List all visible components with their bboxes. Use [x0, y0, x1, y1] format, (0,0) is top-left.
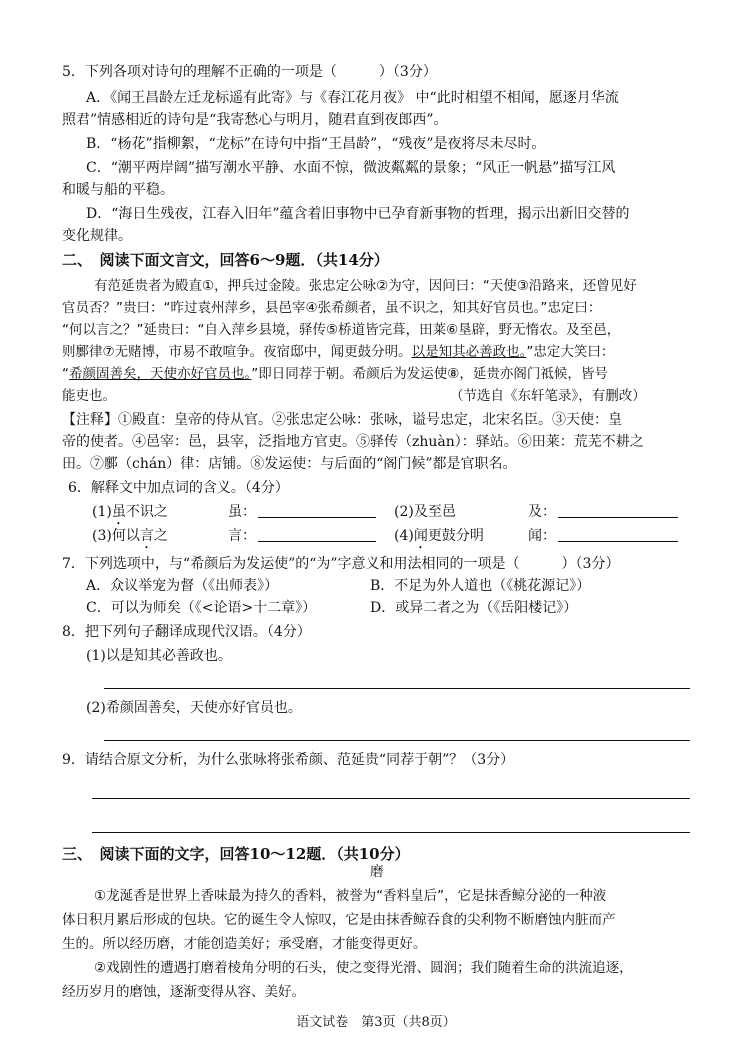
- passage-line-3: “何以言之？”延贵曰：“自入萍乡县境，驿传⑤桥道皆完葺，田莱⑥垦辟，野无惰农。及至邑，: [62, 322, 621, 338]
- q6-item-4-rest: 更鼓分明: [427, 528, 484, 544]
- passage-line-5: [62, 364, 608, 384]
- article-p1-line-2: 体日积月累后形成的包块。它的诞生令人惊叹，它是由抹香鲸吞食的尖利物不断磨蚀内脏而产: [62, 912, 616, 928]
- q6-item-3-rest: 之: [153, 528, 168, 544]
- passage-line-5-quote: “: [62, 366, 69, 382]
- q5-option-c-cont: 和暖与船的平稳。: [62, 182, 174, 198]
- note-line-1: 【注释】①殿直：皇帝的侍从官。②张忠定公咏：张咏，谥号忠定，北宋名臣。③天使：皇: [62, 412, 622, 428]
- q9-answer-line-1[interactable]: [92, 798, 690, 799]
- q6-answer-2[interactable]: [558, 517, 678, 518]
- underlined-sentence-2: 希颜固善矣，天使亦好官员也。: [69, 366, 252, 382]
- passage-line-1: 有范延贵者为殿直①，押兵过金陵。张忠定公咏②为守，因问曰：“天使③沿路来，还曾见好: [94, 278, 637, 294]
- note-line-3: 田。⑦鄽（chán）律：店铺。⑧发运使：与后面的“阁门候”都是官职名。: [62, 456, 517, 472]
- q8-sentence-2: (2)希颜固善矣，天使亦好官员也。: [86, 700, 302, 716]
- passage-line-4: [62, 342, 614, 362]
- section2-heading: 二、 阅读下面文言文，回答6～9题．（共14分）: [62, 251, 389, 269]
- q5-option-a: A．《闻王昌龄左迁龙标遥有此寄》与《春江花月夜》 中“此时相望不相闻，愿逐月华流: [86, 90, 619, 106]
- q6-item-1-dotted: 虽: [111, 504, 126, 520]
- q6-stem: 6．解释文中加点词的含义。（4分）: [68, 480, 289, 496]
- q5-stem: 5．下列各项对诗句的理解不正确的一项是（ ）（3分）: [62, 64, 437, 80]
- article-p1-line-1: ①龙涎香是世界上香味最为持久的香料，被誉为“香料皇后”，它是抹香鲸分泌的一种液: [94, 888, 607, 904]
- q6-label-3: 言：: [228, 528, 256, 544]
- q9-stem: 9．请结合原文分析，为什么张咏将张希颜、范延贵“同荐于朝”？（3分）: [62, 752, 515, 768]
- q5-option-a-cont: 照君”情感相近的诗句是“我寄愁心与明月，随君直到夜郎西”。: [62, 112, 448, 128]
- article-p1-line-3: 生的。所以经历磨，才能创造美好；承受磨，才能变得更好。: [62, 936, 427, 952]
- q5-option-b: B．“杨花”指柳絮，“龙标”在诗句中指“王昌龄”，“残夜”是夜将尽未尽时。: [86, 136, 546, 152]
- q6-item-2: (2)及至邑: [394, 504, 456, 520]
- passage-line-6: 能吏也。: [62, 388, 116, 404]
- q6-answer-4[interactable]: [558, 541, 678, 542]
- passage-line-2: 官员否？”贵曰：“昨过袁州萍乡，县邑宰④张希颜者，虽不识之，知其好官员也。”忠定曰：: [62, 300, 602, 316]
- passage-line-5-text: ”即日同荐于朝。希颜后为发运使⑧，延贵亦阁门祗候，皆号: [251, 366, 608, 382]
- note-line-2: 帝的使者。④邑宰：邑，县宰，泛指地方官吏。⑤驿传（zhuàn）：驿站。⑥田莱：荒芜不耕之: [62, 434, 644, 450]
- q5-option-c: C．“潮平两岸阔”描写潮水平静、水面不惊，微波粼粼的景象；“风正一帆悬”描写江风: [86, 160, 616, 176]
- q6-item-1-num: (1): [92, 504, 112, 520]
- q9-answer-line-2[interactable]: [92, 832, 690, 833]
- passage-line-4-end: ”忠定大笑曰：: [526, 344, 615, 360]
- section3-heading: 三、 阅读下面的文字，回答10～12题．（共10分）: [62, 845, 410, 863]
- q7-option-b: B．不足为外人道也（《桃花源记》）: [370, 578, 591, 594]
- q8-answer-line-1[interactable]: [104, 688, 690, 689]
- q7-option-a: A．众议举宠为督（《出师表》）: [86, 578, 279, 594]
- q6-label-1: 虽：: [228, 504, 256, 520]
- q7-option-d: D．或异二者之为（《岳阳楼记》）: [370, 600, 578, 616]
- passage-line-4-text: 则鄽律⑦无赌博，市易不敢喧争。夜宿邸中，闻更鼓分明。: [62, 344, 412, 360]
- q8-sentence-1: (1)以是知其必善政也。: [86, 648, 232, 664]
- q7-stem: 7．下列选项中，与“希颜后为发运使”的“为”字意义和用法相同的一项是（ ）（3分）: [62, 556, 620, 572]
- article-title: 磨: [370, 864, 384, 880]
- q8-answer-line-2[interactable]: [104, 740, 690, 741]
- article-p2-line-2: 经历岁月的磨蚀，逐渐变得从容、美好。: [62, 984, 305, 1000]
- article-p2-line-1: ②戏剧性的遭遇打磨着棱角分明的石头，使之变得光滑、圆润；我们随着生命的洪流追逐，: [94, 960, 633, 976]
- q5-option-d-cont: 变化规律。: [62, 228, 132, 244]
- page-footer: 语文试卷 第3页（共8页）: [296, 1015, 456, 1030]
- q6-item-4-num: (4): [394, 528, 414, 544]
- q6-item-1-rest: 不识之: [125, 504, 168, 520]
- q5-option-d: D．“海日生残夜，江春入旧年”蕴含着旧事物中已孕育新事物的哲理，揭示出新旧交替的: [86, 206, 630, 222]
- q7-option-c: C．可以为师矣（《<论语>十二章》）: [86, 600, 317, 616]
- q6-answer-1[interactable]: [258, 517, 376, 518]
- q6-item-3-dotted: 言: [139, 528, 154, 544]
- q6-item-1: [92, 502, 168, 528]
- q6-answer-3[interactable]: [258, 541, 376, 542]
- q6-item-3: [92, 526, 168, 552]
- passage-source: （节选自《东轩笔录》，有删改）: [450, 388, 646, 404]
- q6-label-2: 及：: [528, 504, 556, 520]
- underlined-sentence-1: 以是知其必善政也。: [411, 344, 527, 360]
- q6-label-4: 闻：: [528, 528, 556, 544]
- q6-item-3-num: (3)何以: [92, 528, 140, 544]
- q8-stem: 8．把下列句子翻译成现代汉语。（4分）: [62, 624, 311, 640]
- q6-item-4: [394, 526, 484, 552]
- q6-item-4-dotted: 闻: [413, 528, 428, 544]
